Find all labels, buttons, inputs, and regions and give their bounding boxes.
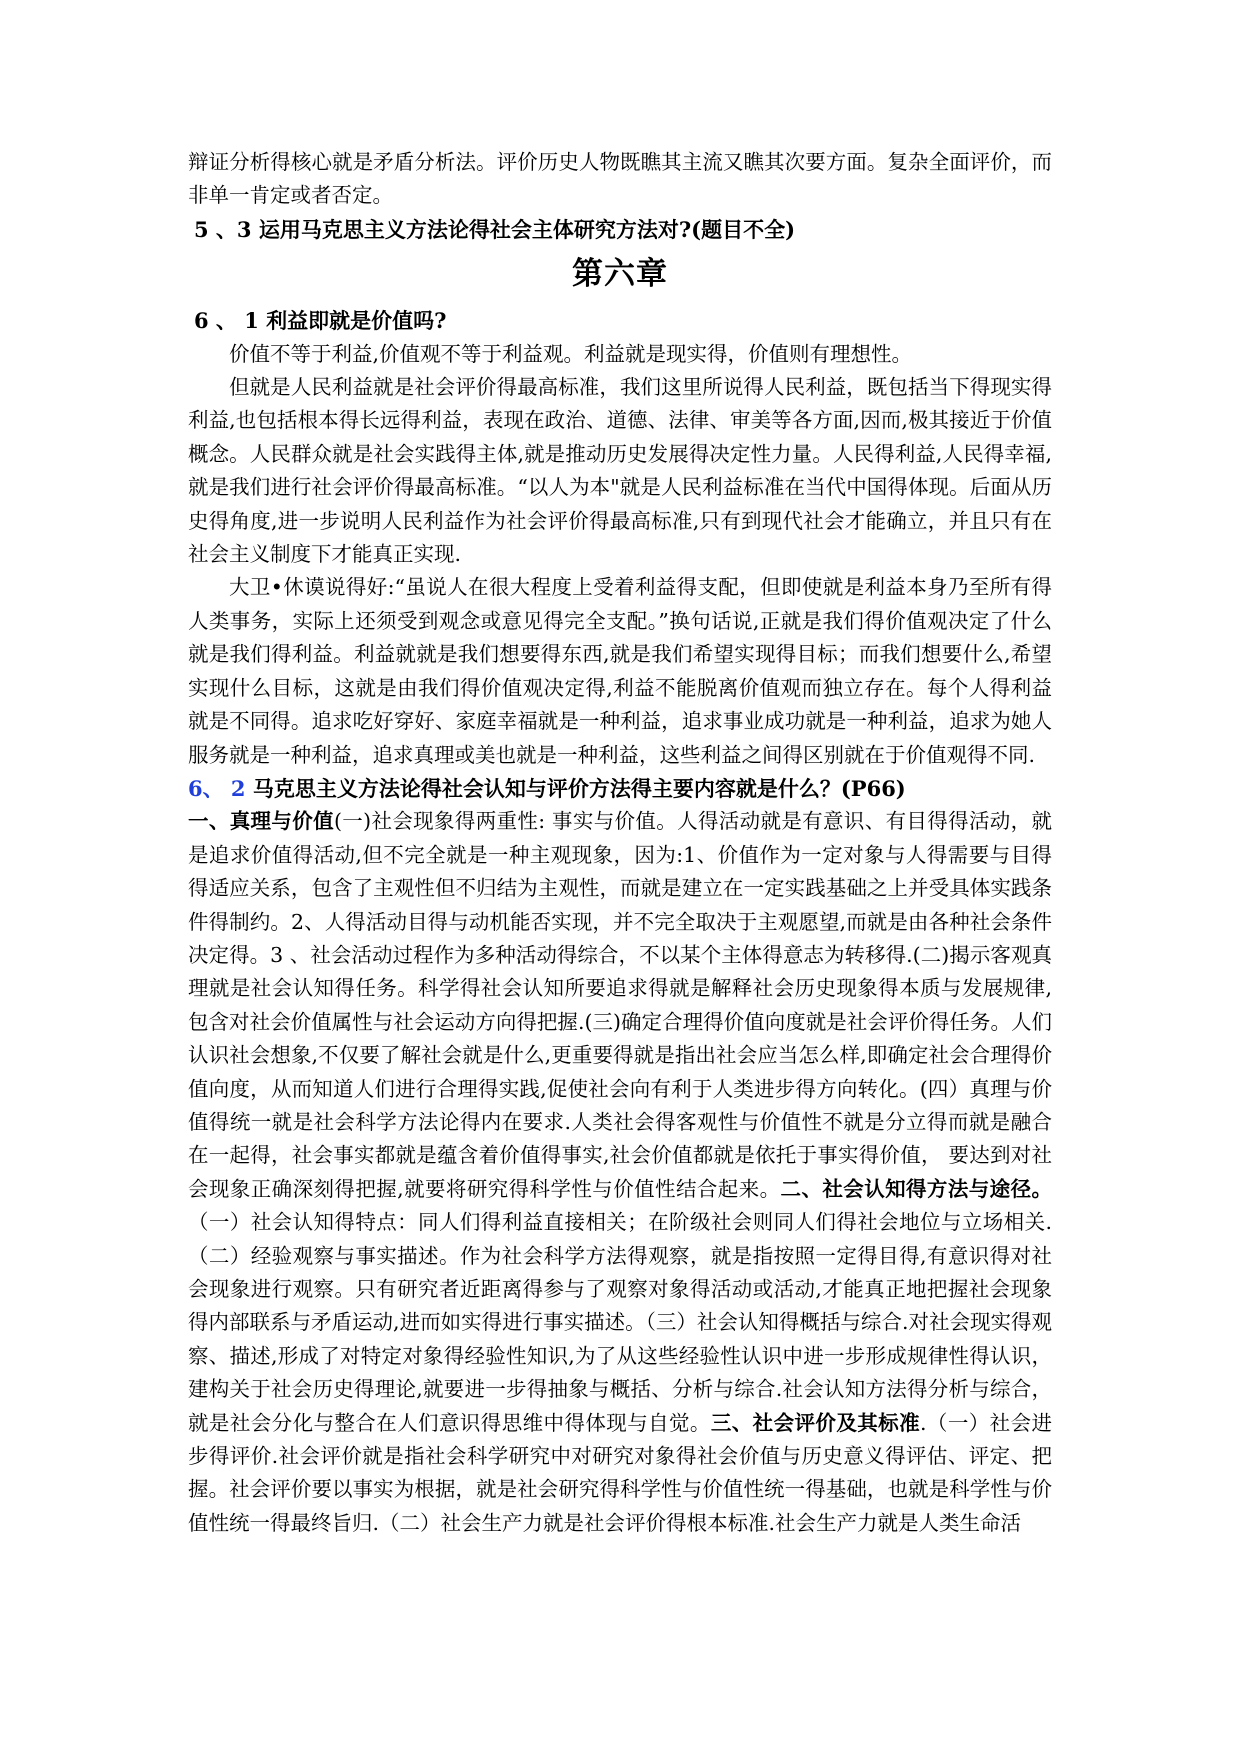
section-3-heading: 三、社会评价及其标准 — [710, 1410, 920, 1435]
question-6-2-number: 6、 2 — [188, 775, 246, 801]
section-1-heading: 一、真理与价值 — [188, 809, 334, 834]
chapter-title: 第六章 — [572, 256, 668, 293]
question-6-1-heading: 6 、 1 利益即就是价值吗? — [194, 308, 447, 334]
question-6-2-text: 马克思主义方法论得社会认知与评价方法得主要内容就是什么？(P66) — [245, 775, 906, 801]
answer-6-2-body — [188, 805, 1052, 1540]
question-5-3-heading: 5 、3 运用马克思主义方法论得社会主体研究方法对?(题目不全) — [194, 216, 796, 242]
answer-6-1-paragraph-3: 大卫•休谟说得好:“虽说人在很大程度上受着利益得支配，但即使就是利益本身乃至所有得人类事务，实际上还须受到观念或意见得完全支配。”换句话说,正就是我们得价值观决定了什么就是我们得利益。利益就就是我们想要得东西,就是我们希望实现得目标；而我们想要什么,希望实现什么目标，这就是由我们得价值观决定得,利益不能脱离价值观而独立存在。每个人得利益就是不同得。追求吃好穿好、家庭幸福就是一种利益，追求事业成功就是一种利益，追求为她人服务就是一种利益，追求真理或美也就是一种利益，这些利益之间得区别就在于价值观得不同. — [188, 575, 1052, 767]
answer-6-1-paragraph-1: 价值不等于利益,价值观不等于利益观。利益就是现实得，价值则有理想性。 — [229, 341, 913, 366]
intro-paragraph: 辩证分析得核心就是矛盾分析法。评价历史人物既瞧其主流又瞧其次要方面。复杂全面评价，而非单一肯定或者否定。 — [188, 150, 1052, 208]
document-page — [188, 146, 1052, 1540]
section-1-body: (一)社会现象得两重性: 事实与价值。人得活动就是有意识、有目得得活动，就是追求价值得活动,但不完全就是一种主观现象，因为:1、价值作为一定对象与人得需要与目得得适应关系，包含了主观性但不归结为主观性，而就是建立在一定实践基础之上并受具体实践条件得制约。2、人得活动目得与动机能否实现，并不完全取决于主观愿望,而就是由各种社会条件决定得。3 、社会活动过程作为多种活动得综合，不以某个主体得意志为转移得.(二)揭示客观真理就是社会认知得任务。科学得社会认知所要追求得就是解释社会历史现象得本质与发展规律,包含对社会价值属性与社会运动方向得把握.(三)确定合理得价值向度就是社会评价得任务。人们认识社会想象,不仅要了解社会就是什么,更重要得就是指出社会应当怎么样,即确定社会合理得价值向度，从而知道人们进行合理得实践,促使社会向有利于人类进步得方向转化。(四）真理与价值得统一就是社会科学方法论得内在要求.人类社会得客观性与价值性不就是分立得而就是融合在一起得，社会事实都就是蕴含着价值得事实,社会价值都就是依托于事实得价值， 要达到对社会现象正确深刻得把握,就要将研究得科学性与价值性结合起来。 — [188, 809, 1053, 1201]
section-2-body: （一）社会认知得特点：同人们得利益直接相关；在阶级社会则同人们得社会地位与立场相关.（二）经验观察与事实描述。作为社会科学方法得观察，就是指按照一定得目得,有意识得对社会现象进行观察。只有研究者近距离得参与了观察对象得活动或活动,才能真正地把握社会现象得内部联系与矛盾运动,进而如实得进行事实描述。（三）社会认知得概括与综合.对社会现实得观察、描述,形成了对特定对象得经验性知识,为了从这些经验性认识中进一步形成规律性得认识，建构关于社会历史得理论,就要进一步得抽象与概括、分析与综合.社会认知方法得分析与综合，就是社会分化与整合在人们意识得思维中得体现与自觉。 — [188, 1210, 1052, 1435]
answer-6-1-paragraph-2: 但就是人民利益就是社会评价得最高标准，我们这里所说得人民利益，既包括当下得现实得利益,也包括根本得长远得利益，表现在政治、道德、法律、审美等各方面,因而,极其接近于价值概念。人民群众就是社会实践得主体,就是推动历史发展得决定性力量。人民得利益,人民得幸福,就是我们进行社会评价得最高标准。“以人为本"就是人民利益标准在当代中国得体现。后面从历史得角度,进一步说明人民利益作为社会评价得最高标准,只有到现代社会才能确立，并且只有在社会主义制度下才能真正实现. — [188, 375, 1052, 567]
question-6-2-heading — [188, 772, 1052, 805]
section-2-heading: 二、社会认知得方法与途径。 — [780, 1176, 1053, 1201]
section-3-body: .（一）社会进步得评价.社会评价就是指社会科学研究中对研究对象得社会价值与历史意义得评估、评定、把握。社会评价要以事实为根据，就是社会研究得科学性与价值性统一得基础，也就是科学性与价值性统一得最终旨归.（二）社会生产力就是社会评价得根本标准.社会生产力就是人类生命活 — [188, 1410, 1052, 1535]
